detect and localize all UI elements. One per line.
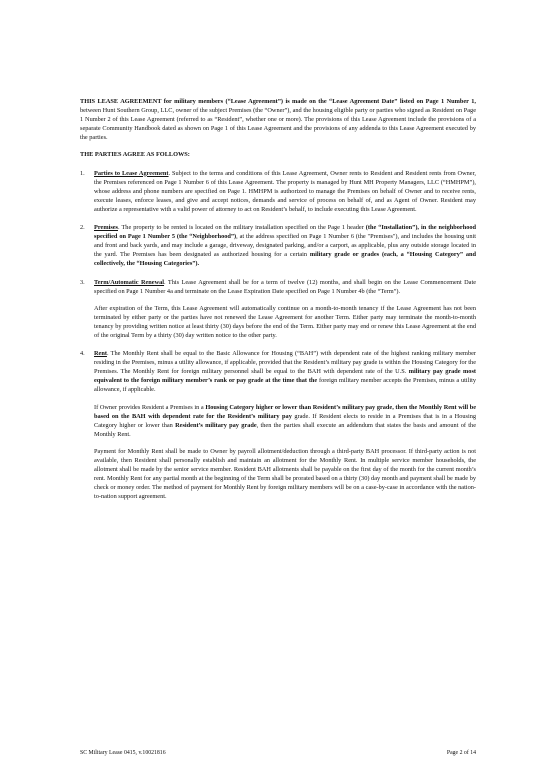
section-number: 4. (80, 350, 85, 358)
intro-paragraph (80, 97, 476, 142)
section-title: Parties to Lease Agreement (94, 169, 169, 177)
section-text: . The property to be rented is located on the military installation specified on the Page 1 header (118, 224, 366, 232)
section-title: Premises (94, 224, 119, 232)
section-text: If Owner provides Resident a Premises in a (94, 403, 206, 411)
section-text-bold: military grade or grades (each, a “Housing Category” and collectively, the “Housing Categories”). (94, 251, 476, 268)
lease-body (80, 97, 476, 510)
section-text: . The Monthly Rent shall be equal to the Basic Allowance for Housing (“BAH”) with dependent rate of the highest ranking military member residing in the Premises, minus a utility allowance, if applicable, provided that the Resident’s military pay grade is within the Housing Category for the Premises. The Monthly Rent for foreign military personnel shall be equal to the BAH with dependent rate of the U.S. (94, 350, 476, 376)
section-title: Term/Automatic Renewal (94, 278, 165, 286)
section-premises (80, 223, 476, 268)
section-number: 3. (80, 278, 85, 286)
section-text-bold: Resident’s military pay grade (175, 421, 257, 429)
section-number: 2. (80, 224, 85, 232)
section-text-bold: (the “Installation”), in the neighborhood specified on Page 1 Number 5 (the “Neighborhood”) (94, 224, 476, 241)
section-heading: THE PARTIES AGREE AS FOLLOWS: (80, 151, 190, 159)
page-number: Page 2 of 14 (446, 750, 476, 756)
section-text: grade. If Resident elects to reside in a Premises that is in a Housing Category higher or lower than (94, 412, 477, 429)
section-rent (80, 349, 476, 501)
intro-lead: THIS LEASE AGREEMENT for military members (“Lease Agreement”) is made on the “Lease Agreement Date” listed on Page 1 Number 1, (80, 98, 476, 105)
section-text: foreign military member accepts the Premises, minus a utility allowance, if applicable. (94, 377, 476, 394)
section-text: . This Lease Agreement shall be for a term of twelve (12) months, and shall begin on the Lease Commencement Date specified on Page 1 Number 4a and terminate on the Lease Expiration Date specified on Page 1 Number 4b (the “Term”). (94, 278, 476, 295)
section-text: , at the address specified on Page 1 Number 6 (the "Premises"), and includes the housing unit and front and back yards, and may include a garage, driveway, designated parking, and/or a carport, as applicable, plus any outside storage located in the yard. The Premises has been designated as authorized housing for a certain (94, 233, 476, 259)
section-text: , then the parties shall execute an addendum that states the basis and amount of the Monthly Rent. (94, 421, 476, 438)
section-title: Rent (94, 350, 107, 358)
section-parties (80, 169, 476, 214)
intro-rest: between Hunt Southern Group, LLC, owner of the subject Premises (the “Owner”), and the housing eligible party or parties who signed as Resident on Page 1 Number 2 of this Lease Agreement (referred to as “Resident”, whether one or more). The provisions of this Lease Agreement include the provisions of a separate Community Handbook dated as shown on Page 1 of this Lease Agreement and the provisions of any addenda to this Lease Agreement executed by the parties. (80, 107, 476, 142)
section-text-bold: military pay grade most equivalent to the foreign military member’s rank or pay grade at the time that the (94, 368, 476, 385)
section-term (80, 278, 476, 341)
section-text-bold: Housing Category higher or lower than Resident’s military pay grade, then the Monthly Rent will be based on the BAH with dependent rate for the Resident’s military pay (94, 403, 477, 420)
section-number: 1. (80, 169, 85, 177)
section-paragraph: Payment for Monthly Rent shall be made to Owner by payroll allotment/deduction through a third-party BAH processor. If third-party action is not available, then Resident shall personally establish and maintain an allotment for the Monthly Rent. In multiple service member households, the allotment shall be made by the senior service member. Resident BAH allotments shall be payable on the first day of the month for the current month’s rent. Monthly Rent for any partial month at the beginning of the Term shall be prorated based on a thirty (30) day month and payment shall be made by check or money order. The method of payment for Monthly Rent by foreign military members will be on a case-by-case in accordance with the nation-to-nation support agreement. (94, 447, 476, 501)
footer-form-id: SC Military Lease 0415, v.10021816 (80, 750, 166, 756)
section-text: . Subject to the terms and conditions of this Lease Agreement, Owner rents to Resident and Resident rents from Owner, the Premises referenced on Page 1 Number 6 of this Lease Agreement. The property is managed by Hunt MH Property Managers, LLC (“HMHPM”), whose address and phone numbers are specified on Page 1. HMHPM is authorized to manage the Premises on behalf of Owner and to receive rents, execute leases, enforce leases, and give and accept notices, demands and service of process on behalf of, and as Agent of Owner. Resident may authorize a representative with a valid power of attorney to act on Resident’s behalf, to include executing this Lease Agreement. (94, 169, 476, 213)
section-paragraph: After expiration of the Term, this Lease Agreement will automatically continue on a month-to-month tenancy if the Lease Agreement has not been terminated by either party or the parties have not renewed the Lease Agreement for another Term. Either party may terminate the month-to-month tenancy by providing written notice at least thirty (30) days before the end of the Term. Either party may end or renew this Lease Agreement at the end of the original Term by a thirty (30) day written notice to the other party. (94, 304, 476, 339)
page-footer (80, 749, 476, 757)
section-paragraph (94, 403, 476, 439)
